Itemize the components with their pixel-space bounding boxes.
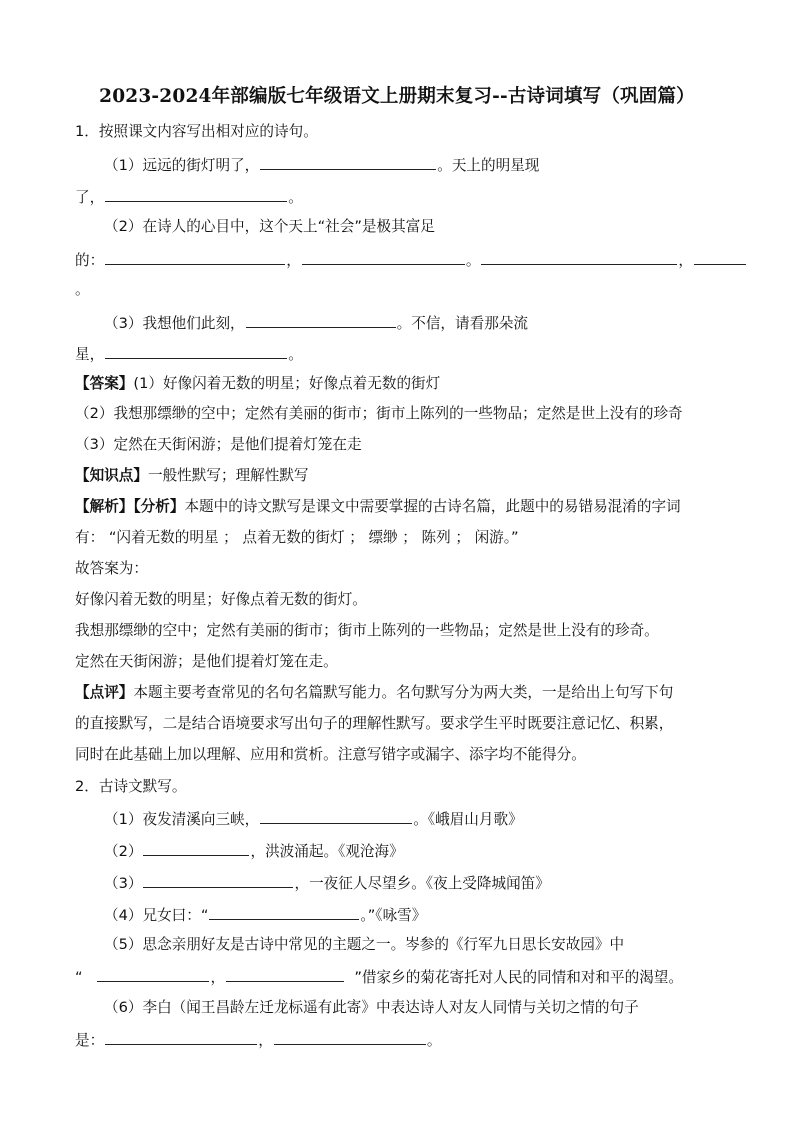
text: ， bbox=[286, 252, 301, 269]
text: ，洪波涌起。《观沧海》 bbox=[250, 843, 404, 860]
answer-blank[interactable] bbox=[209, 904, 359, 920]
comment-line1 bbox=[75, 683, 750, 703]
analysis-line2: 有： “闪着无数的明星 ； 点着无数的街灯 ； 缥缈 ； 陈列 ； 闲游。” bbox=[75, 529, 519, 546]
comment-text: 本题主要考查常见的名句名篇默写能力。名句默写分为两大类，一是给出上句写下句 bbox=[133, 684, 674, 701]
answer-blank[interactable] bbox=[143, 872, 293, 888]
q1-part2-line2 bbox=[75, 249, 750, 271]
text: ”借家乡的菊花寄托对人民的同情和对和平的渴望。 bbox=[354, 969, 684, 986]
text: 星， bbox=[75, 346, 105, 363]
text: 。”《咏雪》 bbox=[360, 907, 427, 924]
analysis-text: 本题中的诗文默写是课文中需要掌握的古诗名篇，此题中的易错易混淆的字词 bbox=[184, 498, 681, 515]
text: 。 bbox=[465, 252, 481, 269]
text: （4）兄女曰：“ bbox=[104, 907, 209, 924]
answer-blank[interactable] bbox=[246, 312, 396, 328]
answer-blank[interactable] bbox=[274, 1029, 426, 1045]
text: ， bbox=[210, 969, 226, 986]
text: 。 bbox=[288, 189, 303, 206]
answer-blank[interactable] bbox=[143, 840, 249, 856]
text: （1）远远的街灯明了， bbox=[104, 157, 260, 174]
answer-summary-1: 好像闪着无数的明星；好像点着无数的街灯。 bbox=[75, 591, 367, 608]
text: 。不信，请看那朵流 bbox=[396, 315, 528, 332]
q1-part3-line2 bbox=[75, 343, 750, 365]
text: 是： bbox=[75, 1032, 105, 1049]
q2-part4 bbox=[104, 904, 750, 926]
answer-blank[interactable] bbox=[97, 966, 209, 982]
q1-part2-line3: 。 bbox=[75, 281, 90, 298]
q2-part6-line1: （6）李白（闻王昌龄左迁龙标遥有此寄》中表达诗人对友人同情与关切之情的句子 bbox=[104, 999, 639, 1016]
q2-stem: 2．古诗文默写。 bbox=[75, 778, 187, 795]
answer-blank[interactable] bbox=[260, 154, 436, 170]
q2-part2 bbox=[104, 840, 750, 862]
answer-blank[interactable] bbox=[105, 249, 285, 265]
text: 了， bbox=[75, 189, 105, 206]
q2-part5-line2 bbox=[75, 966, 750, 988]
knowledge-text: 一般性默写；理解性默写 bbox=[147, 467, 309, 484]
answer-summary-2: 我想那缥缈的空中；定然有美丽的街市；街市上陈列的一些物品；定然是世上没有的珍奇。 bbox=[75, 622, 659, 639]
q2-part5-line1: （5）思念亲朋好友是古诗中常见的主题之一。岑参的《行军九日思长安故园》中 bbox=[104, 936, 625, 953]
answer-line2: （2）我想那缥缈的空中；定然有美丽的街市；街市上陈列的一些物品；定然是世上没有的珍奇 bbox=[75, 405, 683, 422]
q2-part3 bbox=[104, 872, 750, 894]
text: （1）夜发清溪向三峡， bbox=[104, 811, 260, 828]
text: ， bbox=[678, 252, 694, 269]
comment-line2: 的直接默写，二是结合语境要求写出句子的理解性默写。要求学生平时既要注意记忆、积累， bbox=[75, 715, 674, 732]
q1-part1-line1 bbox=[104, 154, 750, 176]
document-title: 2023-2024年部编版七年级语文上册期末复习--古诗词填写（巩固篇） bbox=[99, 86, 695, 107]
text: ，一夜征人尽望乡。《夜上受降城闻笛》 bbox=[294, 875, 550, 892]
q1-part1-line2 bbox=[75, 186, 750, 208]
comment-tag: 【点评】 bbox=[75, 684, 134, 701]
answer-text: (1）好像闪着无数的明星；好像点着无数的街灯 bbox=[133, 375, 441, 392]
analysis-tag: 【解析】【分析】 bbox=[75, 498, 185, 515]
text: （3） bbox=[104, 875, 143, 892]
q1-stem: 1．按照课文内容写出相对应的诗句。 bbox=[75, 123, 318, 140]
answer-blank[interactable] bbox=[481, 249, 677, 265]
comment-line3: 同时在此基础上加以理解、应用和赏析。注意写错字或漏字、添字均不能得分。 bbox=[75, 746, 586, 763]
answer-blank[interactable] bbox=[260, 808, 412, 824]
knowledge-point bbox=[75, 466, 750, 486]
answer-line3: （3）定然在天街闲游；是他们提着灯笼在走 bbox=[75, 436, 362, 453]
text: 。 bbox=[288, 346, 303, 363]
text: （2） bbox=[104, 843, 143, 860]
q2-part1 bbox=[104, 808, 750, 830]
text: 。 bbox=[426, 1032, 442, 1049]
text: 。《峨眉山月歌》 bbox=[413, 811, 523, 828]
knowledge-tag: 【知识点】 bbox=[75, 467, 148, 484]
answer-blank[interactable] bbox=[105, 343, 287, 359]
answer-label: 故答案为： bbox=[75, 560, 148, 577]
text: “ bbox=[75, 969, 83, 986]
q1-part2-line1: （2）在诗人的心目中，这个天上“社会”是极其富足 bbox=[104, 218, 435, 235]
answer-blank[interactable] bbox=[694, 249, 746, 265]
text: 的： bbox=[75, 252, 105, 269]
answer-blank[interactable] bbox=[226, 966, 344, 982]
answer-blank[interactable] bbox=[302, 249, 465, 265]
text: 。天上的明星现 bbox=[437, 157, 540, 174]
answer-summary-3: 定然在天街闲游；是他们提着灯笼在走。 bbox=[75, 653, 338, 670]
answer-line1 bbox=[75, 374, 750, 394]
text: ， bbox=[258, 1032, 273, 1049]
analysis-line1 bbox=[75, 497, 750, 517]
answer-blank[interactable] bbox=[105, 1029, 257, 1045]
text: （3）我想他们此刻， bbox=[104, 315, 245, 332]
answer-tag: 【答案】 bbox=[75, 375, 134, 392]
answer-blank[interactable] bbox=[105, 186, 287, 202]
q2-part6-line2 bbox=[75, 1029, 750, 1051]
q1-part3-line1 bbox=[104, 312, 750, 334]
